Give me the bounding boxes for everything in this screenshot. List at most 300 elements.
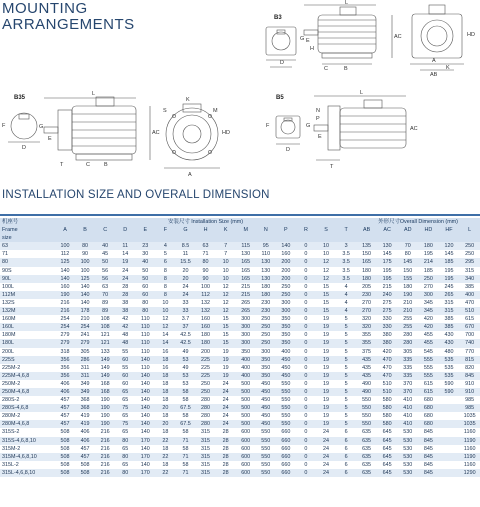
- dimension-cell: 180: [256, 283, 276, 291]
- column-header: T: [336, 226, 356, 234]
- dimension-cell: 335: [397, 356, 418, 364]
- dimension-cell: 65: [115, 396, 135, 404]
- dimension-cell: 180: [397, 283, 418, 291]
- frame-size-cell: 71: [0, 250, 55, 258]
- dimension-cell: 0: [296, 283, 316, 291]
- dimension-cell: 75: [115, 404, 135, 412]
- table-row: [0, 348, 480, 356]
- dimension-cell: 508: [55, 453, 75, 461]
- section-title: INSTALLATION SIZE AND OVERALL DIMENSION: [2, 189, 270, 201]
- dimension-cell: 7: [216, 250, 236, 258]
- frame-size-cell: 315M-2: [0, 445, 55, 453]
- dimension-cell: 160: [196, 323, 216, 331]
- dimension-cell: 0: [296, 356, 316, 364]
- dimension-cell: 0: [296, 307, 316, 315]
- dimension-cell: 42: [115, 323, 135, 331]
- column-header: L: [459, 226, 480, 234]
- dimension-cell: 368: [75, 396, 95, 404]
- dimension-cell: 149: [95, 372, 115, 380]
- dimension-cell: 845: [418, 453, 439, 461]
- dimension-cell: 580: [377, 420, 398, 428]
- install-size-header-cn: 安装尺寸: [168, 219, 190, 225]
- dimension-cell: 350: [236, 348, 256, 356]
- dimension-cell: 19: [316, 388, 336, 396]
- table-row: [0, 339, 480, 347]
- dim-label-ac: AC: [394, 34, 402, 40]
- dimension-cell: 400: [459, 291, 480, 299]
- dimension-cell: 660: [276, 461, 296, 469]
- dimension-cell: 635: [356, 453, 377, 461]
- dimension-cell: 457: [55, 420, 75, 428]
- dimension-cell: 370: [397, 380, 418, 388]
- dimension-cell: 0: [296, 348, 316, 356]
- dimension-cell: 16: [155, 364, 175, 372]
- table-row: [0, 428, 480, 436]
- table-row: [0, 388, 480, 396]
- dimension-cell: 15: [316, 299, 336, 307]
- dimension-cell: 550: [356, 412, 377, 420]
- dimension-cell: 345: [418, 307, 439, 315]
- dimension-cell: 58: [175, 461, 195, 469]
- dimension-cell: [439, 469, 460, 477]
- dimension-cell: 241: [75, 331, 95, 339]
- dimension-cell: 24: [115, 275, 135, 283]
- dimension-cell: 845: [418, 428, 439, 436]
- dimension-cell: 5: [336, 315, 356, 323]
- dimension-cell: 140: [75, 299, 95, 307]
- dimension-cell: 350: [256, 372, 276, 380]
- dimension-cell: 4: [336, 299, 356, 307]
- dimension-cell: 19: [316, 315, 336, 323]
- dimension-cell: 149: [95, 364, 115, 372]
- dimension-cell: 80: [75, 242, 95, 250]
- dimension-cell: 0: [296, 242, 316, 250]
- dimension-cell: 500: [236, 380, 256, 388]
- dimension-cell: 300: [418, 291, 439, 299]
- dimension-cell: 600: [236, 437, 256, 445]
- dimension-cell: 419: [75, 420, 95, 428]
- dimension-cell: 216: [95, 428, 115, 436]
- dimension-cell: 89: [95, 299, 115, 307]
- dimension-cell: 350: [256, 356, 276, 364]
- table-row: [0, 437, 480, 445]
- frame-size-cell: 280S-2: [0, 396, 55, 404]
- dimension-cell: 216: [95, 461, 115, 469]
- dimension-cell: 178: [75, 307, 95, 315]
- dimension-cell: 110: [135, 364, 155, 372]
- dimension-cell: 28: [115, 283, 135, 291]
- dimension-cell: 168: [95, 388, 115, 396]
- dimension-cell: 815: [459, 356, 480, 364]
- dimension-cell: 385: [439, 323, 460, 331]
- dimension-cell: 580: [377, 412, 398, 420]
- dimension-cell: 8.5: [175, 242, 195, 250]
- dimension-cell: 67.5: [175, 420, 195, 428]
- dimension-cell: 0: [296, 339, 316, 347]
- table-row: [0, 453, 480, 461]
- header-spacer: [55, 234, 480, 242]
- dimension-cell: 356: [55, 364, 75, 372]
- dimension-cell: 5: [155, 250, 175, 258]
- dimension-cell: 195: [377, 275, 398, 283]
- dimension-cell: 5: [336, 356, 356, 364]
- dimension-cell: 56: [95, 267, 115, 275]
- dimension-cell: 300: [236, 315, 256, 323]
- dimension-cell: 15: [316, 283, 336, 291]
- dimension-cell: 550: [276, 380, 296, 388]
- dimension-cell: 6: [155, 258, 175, 266]
- dimension-cell: 10: [216, 267, 236, 275]
- dimension-cell: 295: [459, 258, 480, 266]
- dimension-cell: 455: [418, 339, 439, 347]
- dimension-cell: 279: [55, 331, 75, 339]
- dimension-cell: 250: [459, 250, 480, 258]
- dimension-cell: 230: [256, 307, 276, 315]
- dimension-cell: 645: [377, 453, 398, 461]
- dimension-cell: 820: [459, 364, 480, 372]
- dimension-cell: 165: [236, 258, 256, 266]
- dimension-cell: 635: [356, 461, 377, 469]
- dimension-cell: 300: [236, 323, 256, 331]
- dimension-cell: 53: [175, 372, 195, 380]
- mounting-drawings: [0, 0, 480, 185]
- dimension-cell: 210: [397, 307, 418, 315]
- dimension-cell: 550: [256, 453, 276, 461]
- dimension-cell: 200: [276, 267, 296, 275]
- dimension-cell: 48: [115, 331, 135, 339]
- dimension-cell: 140: [135, 372, 155, 380]
- dimension-cell: 680: [418, 420, 439, 428]
- frame-size-cell: 225M-2: [0, 364, 55, 372]
- dimension-cell: 170: [135, 437, 155, 445]
- dimension-cell: 180: [196, 331, 216, 339]
- dimension-cell: 28: [115, 291, 135, 299]
- dimension-cell: 500: [236, 396, 256, 404]
- dimension-cell: 1160: [459, 445, 480, 453]
- dimension-cell: 510: [377, 380, 398, 388]
- dimension-cell: 24: [216, 404, 236, 412]
- dimension-cell: 550: [276, 396, 296, 404]
- dimension-cell: 12: [216, 299, 236, 307]
- dimension-cell: 845: [418, 445, 439, 453]
- dimension-cell: 600: [236, 453, 256, 461]
- dimension-cell: 349: [75, 380, 95, 388]
- dimension-cell: 133: [95, 348, 115, 356]
- dimension-cell: 214: [418, 258, 439, 266]
- dimension-cell: 24: [216, 420, 236, 428]
- b35-label-f: F: [2, 123, 6, 129]
- dimension-cell: 670: [459, 323, 480, 331]
- dimension-cell: 0: [296, 250, 316, 258]
- dimension-cell: 3.7: [175, 315, 195, 323]
- dimension-cell: 180: [356, 275, 377, 283]
- dimension-cell: 645: [377, 437, 398, 445]
- table-row: [0, 461, 480, 469]
- dimension-cell: 216: [95, 453, 115, 461]
- dimension-cell: 60: [115, 356, 135, 364]
- dimension-cell: 250: [256, 331, 276, 339]
- dimension-cell: 140: [55, 275, 75, 283]
- dimension-cell: 680: [418, 396, 439, 404]
- dimension-cell: 385: [439, 315, 460, 323]
- dimension-cell: 311: [75, 372, 95, 380]
- dimension-cell: 645: [377, 461, 398, 469]
- dimension-cell: 1190: [459, 453, 480, 461]
- dimension-table: [0, 218, 480, 477]
- dim-label-d: D: [280, 60, 284, 66]
- dimension-cell: 110: [135, 315, 155, 323]
- dimension-cell: 490: [356, 388, 377, 396]
- dimension-cell: 55: [115, 364, 135, 372]
- dimension-cell: 28: [216, 445, 236, 453]
- dimension-cell: 530: [397, 461, 418, 469]
- dimension-cell: 315: [196, 453, 216, 461]
- dimension-cell: 320: [356, 323, 377, 331]
- dimension-cell: 410: [397, 404, 418, 412]
- column-header: AB: [356, 226, 377, 234]
- dimension-cell: 190: [95, 396, 115, 404]
- column-header: B: [75, 226, 95, 234]
- dimension-cell: 5: [336, 339, 356, 347]
- dimension-cell: 12: [316, 275, 336, 283]
- dimension-cell: 0: [296, 364, 316, 372]
- frame-size-cell: 100L: [0, 283, 55, 291]
- dimension-cell: 370: [397, 388, 418, 396]
- dimension-cell: 645: [377, 428, 398, 436]
- dimension-cell: 508: [55, 461, 75, 469]
- b35-label-g: G: [39, 124, 44, 130]
- dimension-cell: 530: [397, 453, 418, 461]
- install-size-header-en: Installation Size (mm): [191, 219, 244, 225]
- dimension-cell: 60: [115, 372, 135, 380]
- dimension-cell: 19: [316, 412, 336, 420]
- dimension-cell: 0: [296, 420, 316, 428]
- table-header-row-3: [0, 234, 480, 242]
- dimension-cell: 170: [135, 469, 155, 477]
- dimension-cell: 530: [397, 469, 418, 477]
- dimension-cell: 508: [75, 461, 95, 469]
- dimension-cell: 0: [296, 396, 316, 404]
- dimension-cell: 3.5: [336, 250, 356, 258]
- column-header: M: [236, 226, 256, 234]
- dimension-cell: 245: [439, 283, 460, 291]
- dimension-cell: 470: [377, 364, 398, 372]
- dimension-cell: 65: [115, 412, 135, 420]
- dimension-cell: 216: [95, 445, 115, 453]
- dimension-cell: 28: [216, 428, 236, 436]
- dimension-cell: 270: [356, 299, 377, 307]
- dimension-cell: 0: [296, 428, 316, 436]
- dimension-cell: 18: [155, 445, 175, 453]
- dimension-cell: 22: [155, 453, 175, 461]
- dimension-cell: 555: [418, 356, 439, 364]
- b5-label-e: E: [318, 134, 322, 140]
- dimension-cell: 70: [95, 291, 115, 299]
- dimension-cell: 255: [397, 315, 418, 323]
- dimension-cell: 280: [196, 396, 216, 404]
- dimension-cell: 24: [316, 437, 336, 445]
- dimension-cell: 130: [377, 242, 398, 250]
- dimension-cell: 550: [256, 445, 276, 453]
- b35-label-a: A: [188, 172, 192, 178]
- dimension-cell: 5: [336, 364, 356, 372]
- table-row: [0, 250, 480, 258]
- dimension-cell: 140: [135, 388, 155, 396]
- dimension-cell: 985: [459, 396, 480, 404]
- frame-size-cell: 200L: [0, 348, 55, 356]
- dimension-cell: 225: [196, 356, 216, 364]
- dimension-cell: [439, 461, 460, 469]
- dimension-cell: 457: [55, 412, 75, 420]
- dimension-cell: 4: [155, 242, 175, 250]
- dimension-cell: 180: [356, 267, 377, 275]
- dimension-cell: 5: [336, 348, 356, 356]
- dimension-cell: 410: [397, 412, 418, 420]
- dimension-cell: 250: [276, 291, 296, 299]
- dimension-cell: 215: [236, 291, 256, 299]
- dimension-cell: 315: [196, 469, 216, 477]
- dimension-cell: 400: [236, 356, 256, 364]
- dimension-cell: 140: [135, 428, 155, 436]
- dimension-cell: 89: [95, 307, 115, 315]
- dimension-cell: 660: [276, 428, 296, 436]
- dimension-cell: 53: [175, 356, 195, 364]
- dimension-cell: 185: [439, 258, 460, 266]
- dimension-cell: 254: [75, 323, 95, 331]
- dimension-cell: 15: [216, 323, 236, 331]
- dimension-cell: 24: [316, 428, 336, 436]
- dimension-cell: 254: [55, 323, 75, 331]
- column-header: HD: [418, 226, 439, 234]
- table-row: [0, 291, 480, 299]
- dimension-cell: 19: [216, 356, 236, 364]
- dimension-cell: 108: [95, 315, 115, 323]
- dimension-cell: 400: [236, 372, 256, 380]
- dimension-cell: 660: [276, 469, 296, 477]
- dimension-cell: 510: [459, 307, 480, 315]
- column-header: F: [155, 226, 175, 234]
- b5-label-d: D: [286, 147, 290, 153]
- dimension-cell: 311: [75, 364, 95, 372]
- dimension-cell: 112: [196, 291, 216, 299]
- dimension-cell: 18: [155, 388, 175, 396]
- dimension-cell: 70: [397, 242, 418, 250]
- dimension-cell: 18: [155, 356, 175, 364]
- dimension-cell: 100: [55, 242, 75, 250]
- dimension-cell: 349: [75, 388, 95, 396]
- dimension-cell: 63: [95, 283, 115, 291]
- dimension-cell: 680: [418, 412, 439, 420]
- dimension-cell: 216: [55, 307, 75, 315]
- column-header: C: [95, 226, 115, 234]
- dimension-cell: 19: [316, 348, 336, 356]
- dimension-cell: 80: [135, 307, 155, 315]
- dimension-cell: 58: [175, 388, 195, 396]
- b5-label-p: P: [316, 116, 320, 122]
- dimension-cell: 380: [377, 331, 398, 339]
- b35-label: B35: [14, 95, 26, 101]
- frame-size-cell: 160L: [0, 323, 55, 331]
- column-header: R: [296, 226, 316, 234]
- dimension-cell: [439, 404, 460, 412]
- dimension-cell: 635: [356, 445, 377, 453]
- dimension-cell: 132: [196, 307, 216, 315]
- dimension-cell: 8: [155, 275, 175, 283]
- dimension-cell: 80: [115, 453, 135, 461]
- dimension-cell: [439, 420, 460, 428]
- dimension-cell: 195: [418, 250, 439, 258]
- dimension-cell: 19: [316, 356, 336, 364]
- dimension-cell: 5: [336, 323, 356, 331]
- table-row: [0, 412, 480, 420]
- dimension-cell: 63: [196, 242, 216, 250]
- dimension-cell: 24: [175, 291, 195, 299]
- dimension-cell: 150: [356, 250, 377, 258]
- dimension-cell: 356: [55, 372, 75, 380]
- dimension-cell: 121: [95, 331, 115, 339]
- dimension-cell: 280: [196, 404, 216, 412]
- table-row: [0, 258, 480, 266]
- column-header: E: [135, 226, 155, 234]
- dimension-cell: 19: [316, 396, 336, 404]
- dimension-cell: 210: [397, 299, 418, 307]
- dimension-cell: 845: [459, 372, 480, 380]
- dimension-cell: 510: [377, 388, 398, 396]
- dimension-cell: 168: [95, 380, 115, 388]
- dimension-cell: 110: [256, 250, 276, 258]
- dimension-cell: 1290: [459, 469, 480, 477]
- dimension-cell: 42.5: [175, 339, 195, 347]
- dimension-cell: 230: [356, 291, 377, 299]
- dimension-cell: 5: [336, 404, 356, 412]
- dimension-cell: 24: [216, 396, 236, 404]
- dimension-cell: 18: [155, 396, 175, 404]
- dimension-cell: 280: [196, 420, 216, 428]
- dimension-cell: 140: [135, 396, 155, 404]
- table-row: [0, 380, 480, 388]
- dimension-cell: 33: [175, 307, 195, 315]
- dimension-cell: 28: [216, 469, 236, 477]
- dimension-cell: 0: [296, 291, 316, 299]
- dimension-cell: 550: [276, 420, 296, 428]
- dimension-cell: 150: [397, 267, 418, 275]
- frame-size-cell: 63: [0, 242, 55, 250]
- dimension-cell: 457: [55, 404, 75, 412]
- dimension-cell: 205: [356, 283, 377, 291]
- dimension-cell: 550: [356, 404, 377, 412]
- dimension-cell: 508: [55, 428, 75, 436]
- table-row: [0, 404, 480, 412]
- dimension-cell: 4: [336, 307, 356, 315]
- dimension-cell: 450: [276, 364, 296, 372]
- dimension-cell: 275: [377, 299, 398, 307]
- dimension-cell: 500: [236, 420, 256, 428]
- page-title-line2: ARRANGEMENTS: [2, 16, 135, 33]
- dimension-cell: 50: [95, 258, 115, 266]
- dimension-cell: 550: [356, 396, 377, 404]
- dimension-cell: 3.5: [336, 267, 356, 275]
- dimension-cell: 345: [418, 299, 439, 307]
- dimension-cell: 280: [397, 331, 418, 339]
- dimension-cell: 170: [135, 453, 155, 461]
- dimension-cell: 100: [196, 283, 216, 291]
- dimension-cell: 165: [356, 258, 377, 266]
- dimension-cell: 195: [377, 267, 398, 275]
- dimension-cell: 10: [316, 242, 336, 250]
- table-row: [0, 283, 480, 291]
- dimension-cell: 530: [397, 445, 418, 453]
- dimension-cell: 270: [356, 307, 377, 315]
